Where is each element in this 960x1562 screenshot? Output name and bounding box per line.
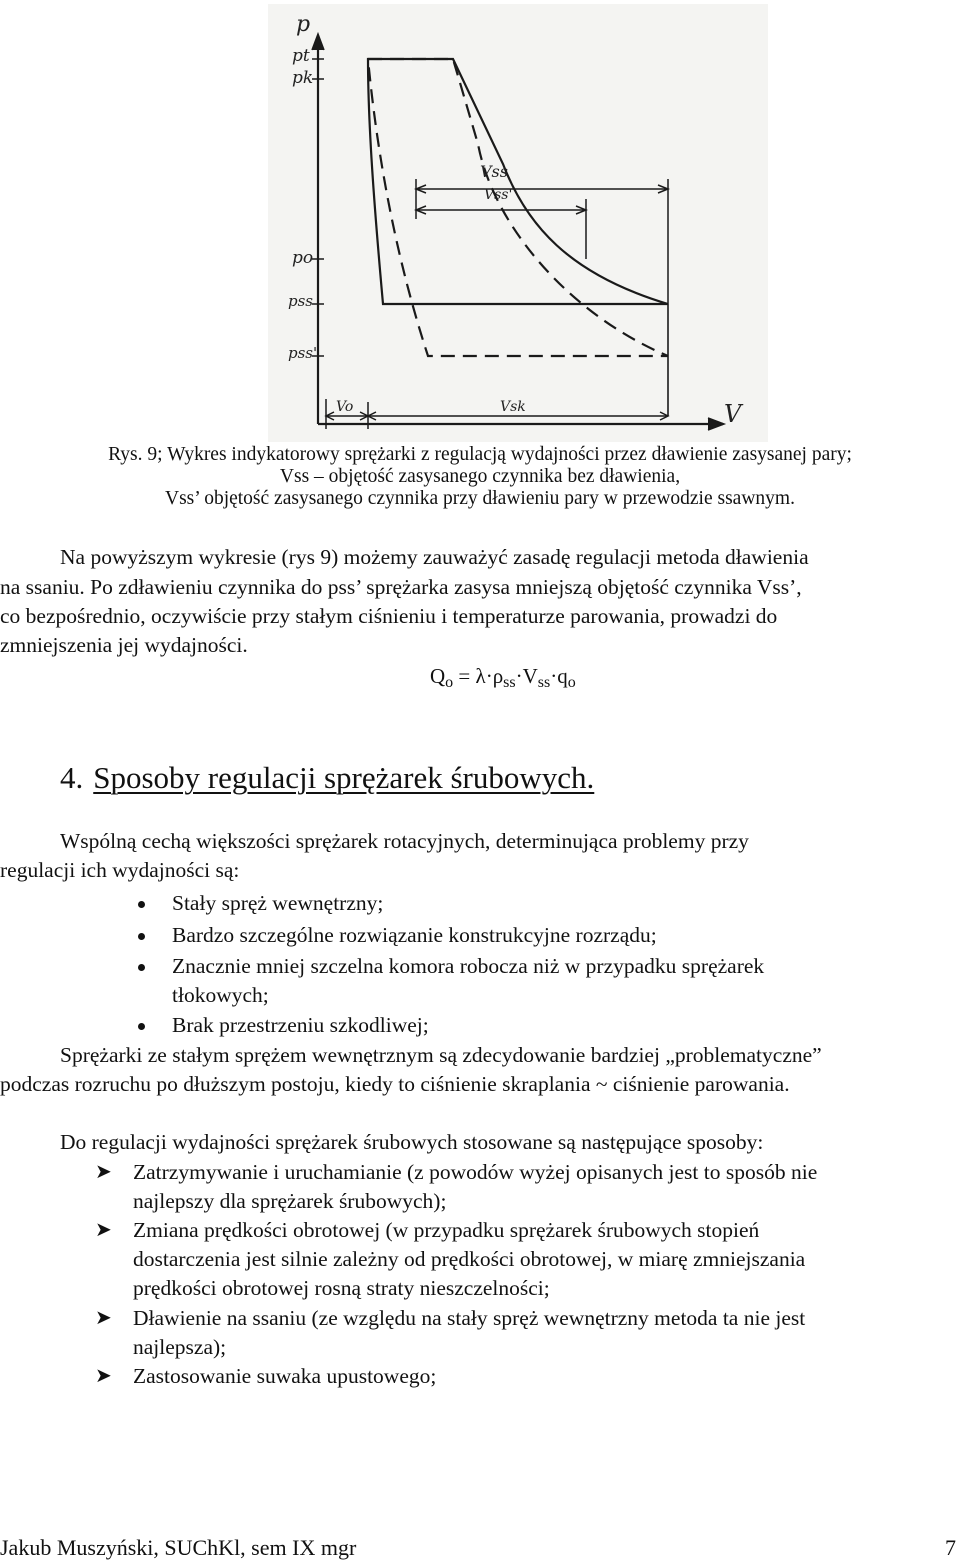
section-heading	[60, 760, 594, 796]
bullet-item-2: Bardzo szczególne rozwiązanie konstrukcyjne rozrządu;	[172, 923, 657, 947]
label-v: V	[724, 400, 742, 428]
paragraph2-line1: Wspólną cechą większości sprężarek rotacyjnych, determinująca problemy przy	[60, 829, 749, 853]
bullet-item-1: Stały spręż wewnętrzny;	[172, 891, 384, 915]
figure-caption-line1: Rys. 9; Wykres indykatorowy sprężarki z regulacją wydajności przez dławienie zasysanej pary;	[108, 444, 852, 465]
label-pt: pt	[292, 46, 310, 66]
paragraph3-line2: podczas rozruchu po dłuższym postoju, kiedy to ciśnienie skraplania ~ ciśnienie parowania.	[0, 1072, 790, 1096]
paragraph1-line4: zmniejszenia jej wydajności.	[0, 633, 248, 657]
arrow-bullet-icon: ➤	[95, 1219, 112, 1241]
bullet-item-4: Brak przestrzeniu szkodliwej;	[172, 1013, 429, 1037]
bullet-dot	[138, 933, 145, 940]
method-2-cont1: dostarczenia jest silnie zależny od prędkości obrotowej, w miarę zmniejszania	[133, 1247, 806, 1271]
method-2-cont2: prędkości obrotowej rosną straty nieszczelności;	[133, 1276, 550, 1300]
footer-page-number: 7	[945, 1535, 956, 1560]
label-pss: pss	[288, 292, 313, 310]
arrow-bullet-icon: ➤	[95, 1161, 112, 1183]
label-p: p	[296, 12, 311, 37]
cycle-dashed	[368, 59, 668, 356]
method-2: Zmiana prędkości obrotowej (w przypadku sprężarek śrubowych stopień	[133, 1218, 760, 1242]
capacity-formula: $Q_o = \lambda\cdot\rho_{ss}\cdot V_{ss}\cdot q_o$	[430, 664, 576, 691]
paragraph1-line1: Na powyższym wykresie (rys 9) możemy zauważyć zasadę regulacji metoda dławienia	[60, 545, 809, 569]
bullet-dot	[138, 964, 145, 971]
bullet-item-3: Znacznie mniej szczelna komora robocza niż w przypadku sprężarek	[172, 954, 765, 978]
label-vss-prime: Vss'	[484, 187, 513, 203]
label-vss: Vss	[480, 162, 508, 181]
section-number: 4.	[60, 760, 84, 795]
paragraph2-line2: regulacji ich wydajności są:	[0, 858, 240, 882]
v-axis-arrow	[708, 418, 724, 430]
figure-caption-line3: Vss’ objętość zasysanego czynnika przy dławieniu pary w przewodzie ssawnym.	[165, 488, 795, 509]
paragraph1-line3: co bezpośrednio, oczywiście przy stałym ciśnieniu i temperaturze parowania, prowadzi do	[0, 604, 778, 628]
indicator-diagram	[268, 4, 768, 442]
indicator-diagram-figure	[268, 4, 768, 442]
method-1-cont: najlepszy dla sprężarek śrubowych);	[133, 1189, 447, 1213]
label-vo: Vo	[336, 399, 354, 415]
figure-caption-line2: Vss – objętość zasysanego czynnika bez dławienia,	[279, 466, 681, 487]
paragraph3-line1: Sprężarki ze stałym sprężem wewnętrznym są zdecydowanie bardziej „problematyczne”	[60, 1043, 822, 1067]
paragraph1-line2: na ssaniu. Po zdławieniu czynnika do pss’ sprężarka zasysa mniejszą objętość czynnika Vss’,	[0, 575, 802, 599]
p-axis-arrow	[312, 34, 324, 50]
method-3: Dławienie na ssaniu (ze względu na stały spręż wewnętrzny metoda ta nie jest	[133, 1306, 806, 1330]
label-po: po	[292, 248, 314, 268]
label-pk: pk	[292, 68, 314, 88]
arrow-bullet-icon: ➤	[95, 1307, 112, 1329]
bullet-item-3-cont: tłokowych;	[172, 983, 269, 1007]
cycle-solid	[368, 59, 668, 304]
label-vsk: Vsk	[500, 399, 526, 415]
method-4: Zastosowanie suwaka upustowego;	[133, 1364, 437, 1388]
bullet-dot	[138, 901, 145, 908]
bullet-dot	[138, 1023, 145, 1030]
arrow-bullet-icon: ➤	[95, 1365, 112, 1387]
label-pss-prime: pss'	[288, 344, 318, 362]
footer-author: Jakub Muszyński, SUChKl, sem IX mgr	[0, 1535, 357, 1560]
paragraph4-intro: Do regulacji wydajności sprężarek śrubowych stosowane są następujące sposoby:	[60, 1130, 764, 1154]
section-title: Sposoby regulacji sprężarek śrubowych.	[93, 760, 595, 795]
method-1: Zatrzymywanie i uruchamianie (z powodów wyżej opisanych jest to sposób nie	[133, 1160, 818, 1184]
method-3-cont: najlepsza);	[133, 1335, 227, 1359]
